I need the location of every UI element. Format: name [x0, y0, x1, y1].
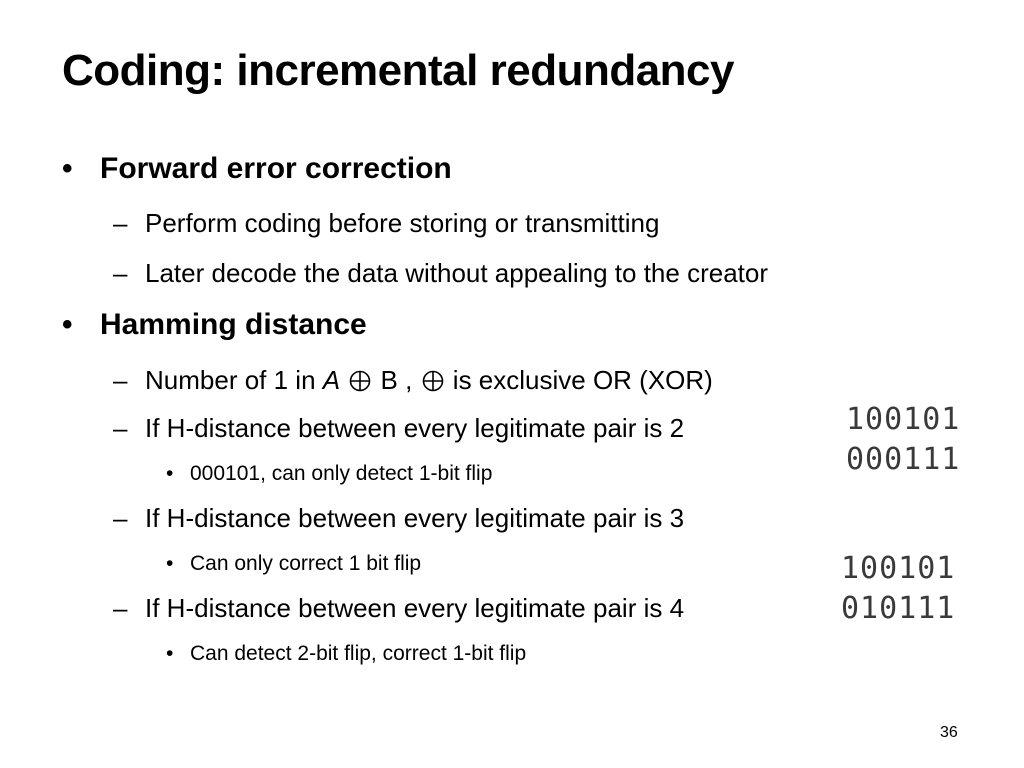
dash-icon: –	[113, 258, 128, 288]
dash-icon: –	[113, 503, 128, 533]
bullet-icon: •	[166, 642, 174, 665]
sub-bullet-text: If H-distance between every legitimate pair is 4	[145, 593, 685, 623]
bit-example-2	[841, 549, 955, 629]
variable-a: A	[322, 365, 341, 395]
bullet-text: Hamming distance	[100, 308, 367, 341]
bullet-icon: •	[62, 308, 73, 341]
slide-number: 36	[940, 724, 958, 741]
sub-bullet-text: If H-distance between every legitimate pair is 2	[145, 413, 685, 443]
sub-sub-bullet-text: Can only correct 1 bit flip	[190, 552, 422, 575]
bit-string: 100101	[846, 402, 961, 437]
dash-icon: –	[113, 208, 128, 238]
bit-string: 010111	[841, 591, 956, 626]
bullet-icon: •	[62, 152, 73, 185]
xor-icon	[422, 370, 444, 392]
bit-string: 000111	[846, 442, 961, 477]
xor-suffix: is exclusive OR (XOR)	[445, 365, 713, 395]
bit-example-1	[846, 400, 960, 480]
sub-sub-bullet-text: 000101, can only detect 1-bit flip	[190, 462, 493, 485]
sub-bullet-text: If H-distance between every legitimate pair is 3	[145, 503, 685, 533]
xor-mid: B ,	[373, 365, 420, 395]
slide-title: Coding: incremental redundancy	[62, 46, 734, 95]
sub-sub-bullet-text: Can detect 2-bit flip, correct 1-bit flip	[190, 642, 527, 665]
sub-bullet-text: Later decode the data without appealing to the creator	[145, 258, 768, 288]
xor-icon	[349, 370, 371, 392]
xor-prefix: Number of 1 in	[145, 365, 323, 395]
bullet-icon: •	[166, 462, 174, 485]
sub-bullet-text: Perform coding before storing or transmitting	[145, 208, 660, 238]
xor-definition	[145, 365, 713, 396]
bit-string: 100101	[841, 551, 956, 586]
dash-icon: –	[113, 413, 128, 443]
bullet-text: Forward error correction	[100, 152, 452, 185]
dash-icon: –	[113, 593, 128, 623]
dash-icon: –	[113, 365, 128, 395]
bullet-icon: •	[166, 552, 174, 575]
